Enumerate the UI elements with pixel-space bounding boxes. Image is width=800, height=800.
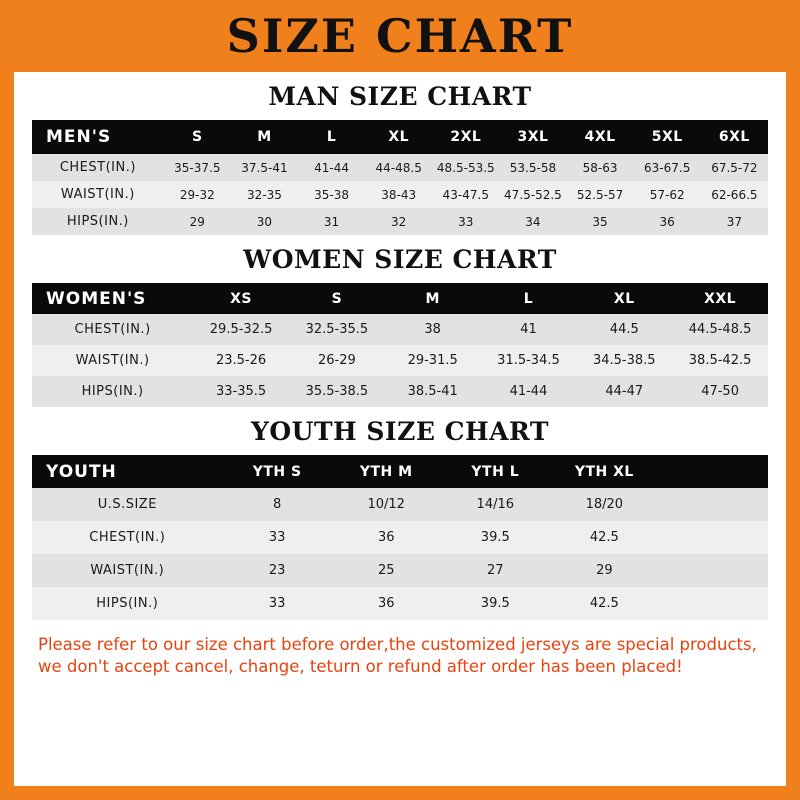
row-label-waist: WAIST(IN.) bbox=[90, 563, 165, 578]
col-header-m: M bbox=[425, 290, 440, 307]
cell: 26-29 bbox=[317, 353, 356, 368]
table-man-size bbox=[32, 120, 768, 235]
cell: 38.5-41 bbox=[407, 384, 458, 399]
cell: 41-44 bbox=[509, 384, 548, 399]
row-label-hips: HIPS(IN.) bbox=[96, 596, 159, 611]
table-row bbox=[32, 208, 768, 235]
cell: 44.5 bbox=[609, 322, 639, 337]
cell: 35.5-38.5 bbox=[305, 384, 369, 399]
cell: 35-38 bbox=[314, 187, 349, 202]
table-women-body bbox=[32, 314, 768, 407]
table-man-body bbox=[32, 154, 768, 235]
notice-line-2: we don't accept cancel, change, teturn or refund after order has been placed! bbox=[38, 657, 683, 677]
table-row bbox=[32, 314, 768, 345]
table-row bbox=[32, 521, 768, 554]
cell: 10/12 bbox=[367, 497, 405, 512]
cell: 53.5-58 bbox=[509, 160, 557, 175]
cell: 34.5-38.5 bbox=[592, 353, 656, 368]
cell: 23.5-26 bbox=[215, 353, 267, 368]
col-header-s: S bbox=[192, 129, 203, 145]
cell: 33 bbox=[458, 214, 474, 229]
row-label-hips: HIPS(IN.) bbox=[81, 384, 144, 399]
cell bbox=[659, 521, 768, 554]
table-header-row bbox=[32, 455, 768, 488]
cell: 33-35.5 bbox=[215, 384, 267, 399]
footer-accent-strip bbox=[0, 786, 800, 800]
cell: 58-63 bbox=[582, 160, 618, 175]
col-header-2xl: 2XL bbox=[450, 129, 482, 145]
cell: 36 bbox=[377, 596, 395, 611]
cell: 37.5-41 bbox=[241, 160, 288, 175]
cell: 8 bbox=[273, 497, 282, 512]
table-youth-body bbox=[32, 488, 768, 620]
cell bbox=[659, 554, 768, 587]
col-header-yth-m: YTH M bbox=[359, 463, 413, 480]
table-row bbox=[32, 376, 768, 407]
page-banner bbox=[0, 0, 800, 72]
col-header-xxl: XXL bbox=[704, 290, 737, 307]
cell: 14/16 bbox=[476, 497, 515, 512]
col-header-womens: WOMEN'S bbox=[46, 288, 147, 309]
cell: 30 bbox=[256, 214, 273, 229]
cell: 44.5-48.5 bbox=[688, 322, 752, 337]
cell: 47-50 bbox=[701, 384, 739, 399]
cell: 42.5 bbox=[589, 530, 619, 545]
cell: 27 bbox=[487, 563, 504, 578]
cell: 38.5-42.5 bbox=[688, 353, 752, 368]
cell: 32.5-35.5 bbox=[305, 322, 369, 337]
col-header-l: L bbox=[326, 129, 337, 145]
cell: 33 bbox=[268, 596, 286, 611]
table-row bbox=[32, 587, 768, 620]
col-header-3xl: 3XL bbox=[517, 129, 549, 145]
row-label-waist: WAIST(IN.) bbox=[60, 187, 135, 202]
table-row bbox=[32, 181, 768, 208]
notice-line-1: Please refer to our size chart before order,the customized jerseys are special products, bbox=[38, 635, 757, 654]
col-header-xl: XL bbox=[388, 129, 410, 145]
table-youth-head bbox=[32, 455, 768, 488]
cell: 36 bbox=[377, 530, 395, 545]
cell: 41 bbox=[520, 322, 537, 337]
cell: 35 bbox=[592, 214, 608, 229]
col-header-xl: XL bbox=[613, 290, 635, 307]
col-header-youth: YOUTH bbox=[46, 461, 117, 482]
cell: 29 bbox=[596, 563, 613, 578]
col-header-m: M bbox=[257, 129, 272, 145]
section-title-youth: YOUTH SIZE CHART bbox=[251, 417, 549, 446]
page-title: SIZE CHART bbox=[226, 9, 574, 63]
row-label-chest: CHEST(IN.) bbox=[59, 160, 136, 175]
col-header-xs: XS bbox=[230, 290, 253, 307]
cell: 67.5-72 bbox=[711, 160, 758, 175]
cell: 63-67.5 bbox=[644, 160, 691, 175]
table-row bbox=[32, 488, 768, 521]
section-man bbox=[32, 82, 768, 235]
col-header-5xl: 5XL bbox=[651, 129, 683, 145]
cell: 47.5-52.5 bbox=[504, 187, 562, 202]
cell: 38 bbox=[424, 322, 441, 337]
cell: 25 bbox=[377, 563, 395, 578]
col-header-yth-s: YTH S bbox=[252, 463, 302, 480]
cell: 29-32 bbox=[179, 187, 215, 202]
cell: 36 bbox=[659, 214, 675, 229]
table-women-size bbox=[32, 283, 768, 407]
cell: 37 bbox=[726, 214, 743, 229]
table-man-head bbox=[32, 120, 768, 154]
cell: 18/20 bbox=[585, 497, 624, 512]
col-header-blank bbox=[659, 455, 768, 488]
table-row bbox=[32, 154, 768, 181]
col-header-l: L bbox=[523, 290, 534, 307]
cell: 32 bbox=[391, 214, 407, 229]
table-header-row bbox=[32, 120, 768, 154]
cell: 38-43 bbox=[381, 187, 417, 202]
cell: 29 bbox=[189, 214, 205, 229]
cell: 39.5 bbox=[480, 530, 510, 545]
col-header-yth-xl: YTH XL bbox=[574, 463, 634, 480]
order-notice bbox=[32, 634, 768, 679]
section-title-man: MAN SIZE CHART bbox=[268, 82, 532, 111]
cell: 35-37.5 bbox=[174, 160, 221, 175]
col-header-mens: MEN'S bbox=[46, 127, 112, 147]
cell: 44-48.5 bbox=[375, 160, 422, 175]
row-label-hips: HIPS(IN.) bbox=[66, 214, 129, 229]
table-youth-size bbox=[32, 455, 768, 620]
cell: 32-35 bbox=[247, 187, 282, 202]
col-header-6xl: 6XL bbox=[718, 129, 750, 145]
row-label-chest: CHEST(IN.) bbox=[89, 530, 166, 545]
table-women-head bbox=[32, 283, 768, 314]
cell: 34 bbox=[525, 214, 541, 229]
row-label-us-size: U.S.SIZE bbox=[97, 497, 157, 512]
section-women bbox=[32, 245, 768, 407]
section-youth bbox=[32, 417, 768, 620]
row-label-chest: CHEST(IN.) bbox=[74, 322, 151, 337]
cell: 42.5 bbox=[589, 596, 619, 611]
table-header-row bbox=[32, 283, 768, 314]
cell: 48.5-53.5 bbox=[436, 160, 495, 175]
cell: 29-31.5 bbox=[407, 353, 458, 368]
cell: 44-47 bbox=[605, 384, 644, 399]
col-header-yth-l: YTH L bbox=[471, 463, 520, 480]
content-area bbox=[14, 82, 786, 679]
cell: 29.5-32.5 bbox=[209, 322, 273, 337]
cell: 43-47.5 bbox=[442, 187, 489, 202]
cell: 23 bbox=[268, 563, 286, 578]
cell: 57-62 bbox=[649, 187, 685, 202]
cell: 31.5-34.5 bbox=[497, 353, 560, 368]
cell: 41-44 bbox=[314, 160, 349, 175]
col-header-4xl: 4XL bbox=[584, 129, 616, 145]
table-row bbox=[32, 345, 768, 376]
table-row bbox=[32, 554, 768, 587]
cell: 62-66.5 bbox=[711, 187, 758, 202]
cell: 33 bbox=[268, 530, 286, 545]
cell bbox=[659, 488, 768, 521]
cell bbox=[659, 587, 768, 620]
cell: 52.5-57 bbox=[576, 187, 624, 202]
section-title-women: WOMEN SIZE CHART bbox=[243, 245, 557, 274]
cell: 39.5 bbox=[480, 596, 510, 611]
row-label-waist: WAIST(IN.) bbox=[75, 353, 150, 368]
cell: 31 bbox=[323, 214, 340, 229]
col-header-s: S bbox=[331, 290, 343, 307]
